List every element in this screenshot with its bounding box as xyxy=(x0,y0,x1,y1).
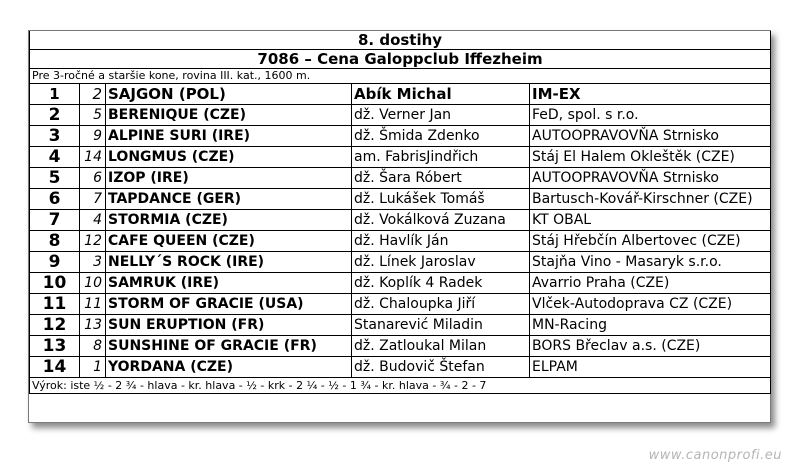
horse-cell: SUN ERUPTION (FR) xyxy=(106,315,352,336)
horse-cell: SAMRUK (IRE) xyxy=(106,273,352,294)
race-name: 7086 – Cena Galoppclub Iffezheim xyxy=(30,50,771,69)
owner-cell: AUTOOPRAVOVŇA Strnisko xyxy=(530,168,771,189)
horse-cell: SUNSHINE OF GRACIE (FR) xyxy=(106,336,352,357)
owner-cell: BORS Břeclav a.s. (CZE) xyxy=(530,336,771,357)
horse-cell: LONGMUS (CZE) xyxy=(106,147,352,168)
jockey-cell: dž. Lukášek Tomáš xyxy=(352,189,530,210)
horse-cell: STORMIA (CZE) xyxy=(106,210,352,231)
place-cell: 9 xyxy=(30,252,80,273)
table-row xyxy=(30,357,771,378)
watermark: www.canonprofi.eu xyxy=(648,448,782,463)
place-cell: 10 xyxy=(30,273,80,294)
table-row xyxy=(30,189,771,210)
owner-cell: FeD, spol. s r.o. xyxy=(530,105,771,126)
place-cell: 1 xyxy=(30,84,80,105)
start-number-cell: 9 xyxy=(80,126,106,147)
horse-cell: BERENIQUE (CZE) xyxy=(106,105,352,126)
start-number-cell: 7 xyxy=(80,189,106,210)
start-number-cell: 1 xyxy=(80,357,106,378)
jockey-cell: dž. Šara Róbert xyxy=(352,168,530,189)
place-cell: 5 xyxy=(30,168,80,189)
jockey-cell: dž. Línek Jaroslav xyxy=(352,252,530,273)
owner-cell: AUTOOPRAVOVŇA Strnisko xyxy=(530,126,771,147)
start-number-cell: 12 xyxy=(80,231,106,252)
place-cell: 4 xyxy=(30,147,80,168)
horse-cell: NELLY´S ROCK (IRE) xyxy=(106,252,352,273)
place-cell: 2 xyxy=(30,105,80,126)
owner-cell: Stáj Hřebčín Albertovec (CZE) xyxy=(530,231,771,252)
jockey-cell: dž. Šmida Zdenko xyxy=(352,126,530,147)
owner-cell: Stáj El Halem Okleštěk (CZE) xyxy=(530,147,771,168)
place-cell: 11 xyxy=(30,294,80,315)
jockey-cell: Abík Michal xyxy=(352,84,530,105)
jockey-cell: Stanarević Miladin xyxy=(352,315,530,336)
start-number-cell: 8 xyxy=(80,336,106,357)
place-cell: 13 xyxy=(30,336,80,357)
owner-cell: ELPAM xyxy=(530,357,771,378)
table-row xyxy=(30,315,771,336)
results-sheet xyxy=(28,30,771,423)
table-row xyxy=(30,210,771,231)
horse-cell: IZOP (IRE) xyxy=(106,168,352,189)
start-number-cell: 6 xyxy=(80,168,106,189)
owner-cell: KT OBAL xyxy=(530,210,771,231)
table-row xyxy=(30,273,771,294)
finish-margins: Výrok: iste ½ - 2 ¾ - hlava - kr. hlava - ½ - krk - 2 ¼ - ½ - 1 ¾ - kr. hlava - ¾ - 2 - 7 xyxy=(30,378,771,394)
jockey-cell: dž. Chaloupka Jiří xyxy=(352,294,530,315)
start-number-cell: 3 xyxy=(80,252,106,273)
start-number-cell: 2 xyxy=(80,84,106,105)
place-cell: 6 xyxy=(30,189,80,210)
place-cell: 14 xyxy=(30,357,80,378)
race-conditions: Pre 3-ročné a staršie kone, rovina III. kat., 1600 m. xyxy=(30,69,771,84)
margins-row xyxy=(30,378,771,394)
jockey-cell: dž. Koplík 4 Radek xyxy=(352,273,530,294)
table-row xyxy=(30,126,771,147)
table-row xyxy=(30,252,771,273)
horse-cell: STORM OF GRACIE (USA) xyxy=(106,294,352,315)
place-cell: 3 xyxy=(30,126,80,147)
jockey-cell: dž. Zatloukal Milan xyxy=(352,336,530,357)
table-row xyxy=(30,105,771,126)
owner-cell: Stajňa Vino - Masaryk s.r.o. xyxy=(530,252,771,273)
horse-cell: SAJGON (POL) xyxy=(106,84,352,105)
start-number-cell: 4 xyxy=(80,210,106,231)
jockey-cell: am. FabrisJindřich xyxy=(352,147,530,168)
jockey-cell: dž. Verner Jan xyxy=(352,105,530,126)
start-number-cell: 11 xyxy=(80,294,106,315)
table-row xyxy=(30,231,771,252)
owner-cell: IM-EX xyxy=(530,84,771,105)
table-row xyxy=(30,84,771,105)
owner-cell: Bartusch-Kovář-Kirschner (CZE) xyxy=(530,189,771,210)
table-row xyxy=(30,147,771,168)
place-cell: 8 xyxy=(30,231,80,252)
jockey-cell: dž. Vokálková Zuzana xyxy=(352,210,530,231)
start-number-cell: 13 xyxy=(80,315,106,336)
table-row xyxy=(30,294,771,315)
start-number-cell: 10 xyxy=(80,273,106,294)
table-row xyxy=(30,336,771,357)
horse-cell: CAFE QUEEN (CZE) xyxy=(106,231,352,252)
owner-cell: Vlček-Autodoprava CZ (CZE) xyxy=(530,294,771,315)
horse-cell: TAPDANCE (GER) xyxy=(106,189,352,210)
results-table xyxy=(29,31,771,394)
place-cell: 12 xyxy=(30,315,80,336)
jockey-cell: dž. Havlík Ján xyxy=(352,231,530,252)
jockey-cell: dž. Budovič Štefan xyxy=(352,357,530,378)
owner-cell: Avarrio Praha (CZE) xyxy=(530,273,771,294)
horse-cell: YORDANA (CZE) xyxy=(106,357,352,378)
race-title: 8. dostihy xyxy=(30,31,771,50)
start-number-cell: 5 xyxy=(80,105,106,126)
table-row xyxy=(30,168,771,189)
place-cell: 7 xyxy=(30,210,80,231)
horse-cell: ALPINE SURI (IRE) xyxy=(106,126,352,147)
owner-cell: MN-Racing xyxy=(530,315,771,336)
start-number-cell: 14 xyxy=(80,147,106,168)
